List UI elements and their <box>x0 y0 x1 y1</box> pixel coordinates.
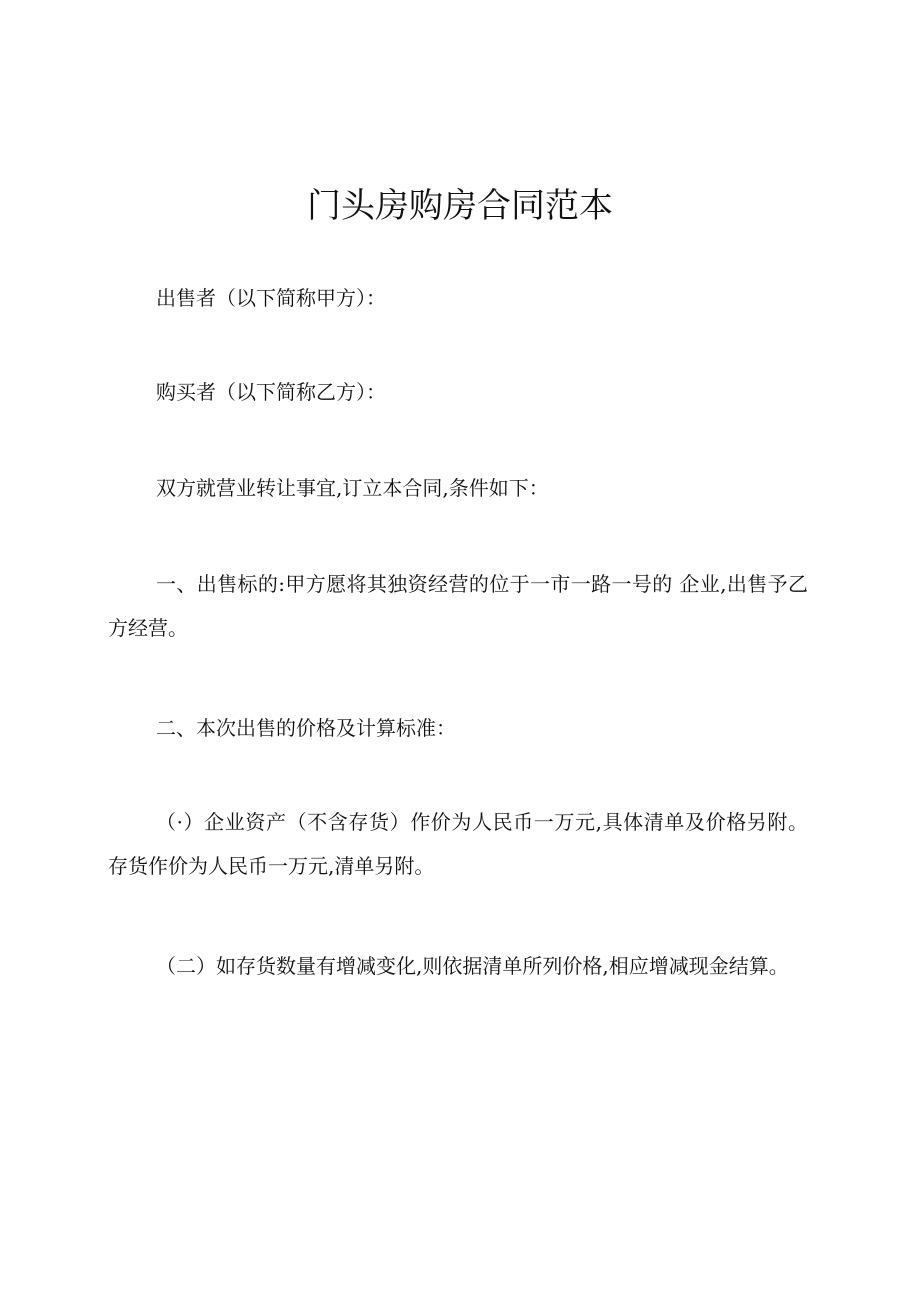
document-title: 门头房购房合同范本 <box>307 186 613 226</box>
seller-line: 出售者（以下简称甲方）： <box>156 286 386 310</box>
clause-2-item-2: （二）如存货数量有增减变化,则依据清单所列价格,相应增减现金结算。 <box>156 954 789 978</box>
intro-paragraph: 双方就营业转让事宜,订立本合同,条件如下： <box>156 476 549 500</box>
buyer-line: 购买者（以下简称乙方）： <box>156 380 386 404</box>
clause-2-item-1: （·）企业资产（不含存货）作价为人民币一万元,具体清单及价格另附。存货作价为人民币一万元,清单另附。 <box>108 810 808 878</box>
clause-1-paragraph: 一、出售标的:甲方愿将其独资经营的位于一市一路一号的 企业,出售予乙方经营。 <box>108 572 808 640</box>
clause-2-heading: 二、本次出售的价格及计算标准： <box>156 716 456 740</box>
